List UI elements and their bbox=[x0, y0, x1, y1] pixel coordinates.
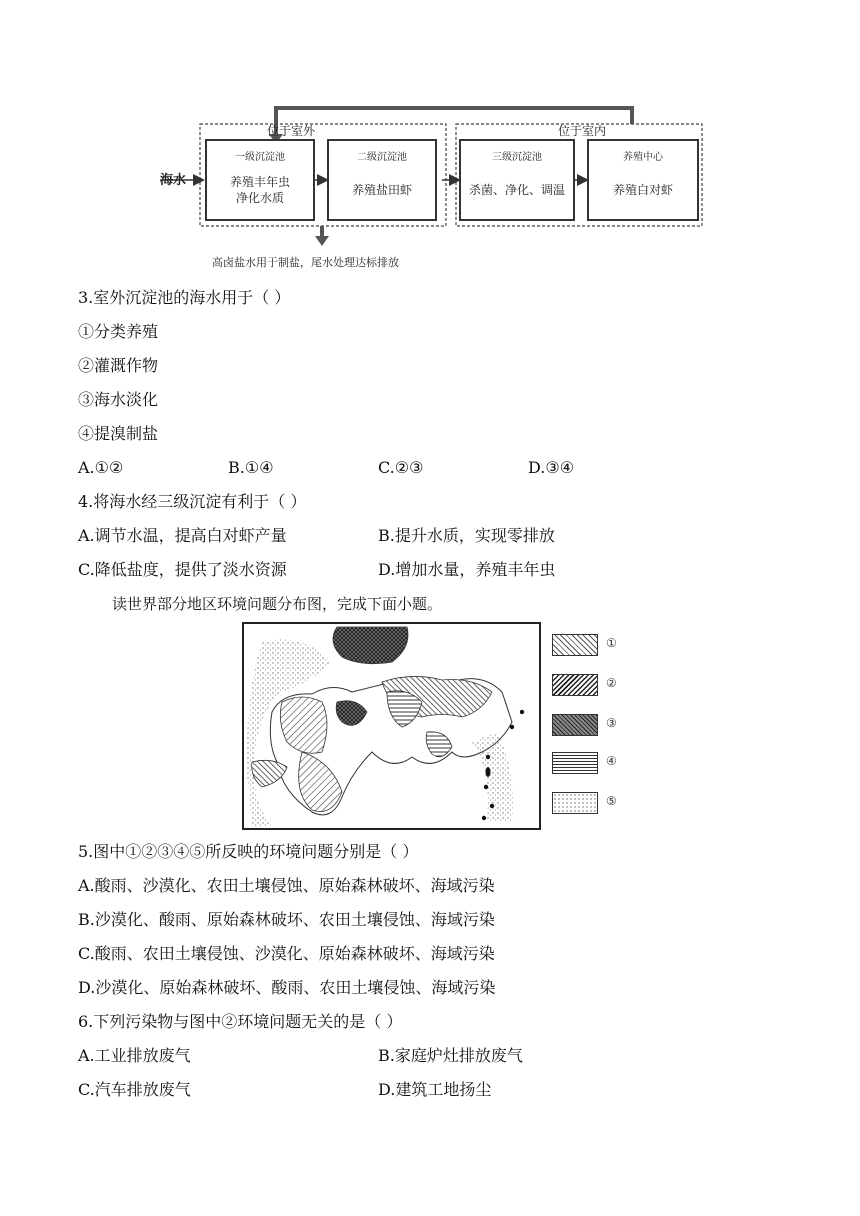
flow-diagram bbox=[156, 104, 706, 274]
box-3-title: 三级沉淀池 bbox=[492, 152, 542, 163]
box-1-line2: 净化水质 bbox=[235, 191, 285, 205]
legend-swatch-2 bbox=[552, 674, 598, 696]
q5-option-d: D.沙漠化、原始森林破坏、酸雨、农田土壤侵蚀、海域污染 bbox=[78, 978, 496, 997]
input-label: 海水 bbox=[160, 173, 187, 188]
q3-item-2: ②灌溉作物 bbox=[78, 356, 159, 375]
q3-option-d: D.③④ bbox=[528, 458, 575, 477]
q5-option-a: A.酸雨、沙漠化、农田土壤侵蚀、原始森林破坏、海域污染 bbox=[78, 876, 495, 895]
q6-option-b: B.家庭炉灶排放废气 bbox=[378, 1046, 523, 1065]
box-4-title: 养殖中心 bbox=[623, 152, 663, 163]
map-intro: 读世界部分地区环境问题分布图，完成下面小题。 bbox=[112, 595, 443, 613]
q6-option-d: D.建筑工地扬尘 bbox=[378, 1080, 492, 1099]
q6-option-c: C.汽车排放废气 bbox=[78, 1080, 191, 1099]
q3-option-a: A.①② bbox=[78, 458, 124, 477]
box-1-line1: 养殖丰年虫 bbox=[229, 175, 291, 189]
q3-item-4: ④提溴制盐 bbox=[78, 424, 159, 443]
q3-option-c: C.②③ bbox=[378, 458, 424, 477]
box-2-title: 二级沉淀池 bbox=[357, 152, 407, 163]
legend-swatch-3 bbox=[552, 714, 598, 736]
box-2-line1: 养殖盐田虾 bbox=[351, 183, 413, 197]
legend-label-3: ③ bbox=[606, 716, 617, 730]
indoor-label: 位于室内 bbox=[557, 124, 607, 138]
q5-option-b: B.沙漠化、酸雨、原始森林破坏、农田土壤侵蚀、海域污染 bbox=[78, 910, 495, 929]
legend-label-2: ② bbox=[606, 676, 617, 690]
q3-option-b: B.①④ bbox=[228, 458, 274, 477]
legend-swatch-1 bbox=[552, 634, 598, 656]
q4-stem: 4.将海水经三级沉淀有利于（ ） bbox=[78, 492, 307, 511]
q6-stem: 6.下列污染物与图中②环境问题无关的是（ ） bbox=[78, 1012, 403, 1031]
outdoor-label: 位于室外 bbox=[266, 124, 316, 138]
q6-option-a: A.工业排放废气 bbox=[78, 1046, 191, 1065]
q4-option-c: C.降低盐度，提供了淡水资源 bbox=[78, 560, 287, 579]
q5-stem: 5.图中①②③④⑤所反映的环境问题分别是（ ） bbox=[78, 842, 419, 861]
q3-item-1: ①分类养殖 bbox=[78, 322, 159, 341]
legend-label-5: ⑤ bbox=[606, 794, 617, 808]
q4-option-b: B.提升水质，实现零排放 bbox=[378, 526, 555, 545]
legend-swatch-4 bbox=[552, 752, 598, 774]
environment-map bbox=[242, 622, 622, 832]
box-4-line1: 养殖白对虾 bbox=[612, 183, 674, 197]
q3-stem: 3.室外沉淀池的海水用于（ ） bbox=[78, 288, 291, 307]
q5-option-c: C.酸雨、农田土壤侵蚀、沙漠化、原始森林破坏、海域污染 bbox=[78, 944, 495, 963]
legend-swatch-5 bbox=[552, 792, 598, 814]
legend-label-4: ④ bbox=[606, 754, 617, 768]
q3-item-3: ③海水淡化 bbox=[78, 390, 159, 409]
region-3 bbox=[333, 627, 408, 664]
box-3-line1: 杀菌、净化、调温 bbox=[468, 183, 566, 197]
q4-option-a: A.调节水温，提高白对虾产量 bbox=[78, 526, 287, 545]
legend-label-1: ① bbox=[606, 636, 617, 650]
output-label: 高卤盐水用于制盐，尾水处理达标排放 bbox=[212, 256, 399, 269]
q4-option-d: D.增加水量，养殖丰年虫 bbox=[378, 560, 556, 579]
box-1-title: 一级沉淀池 bbox=[235, 152, 285, 163]
